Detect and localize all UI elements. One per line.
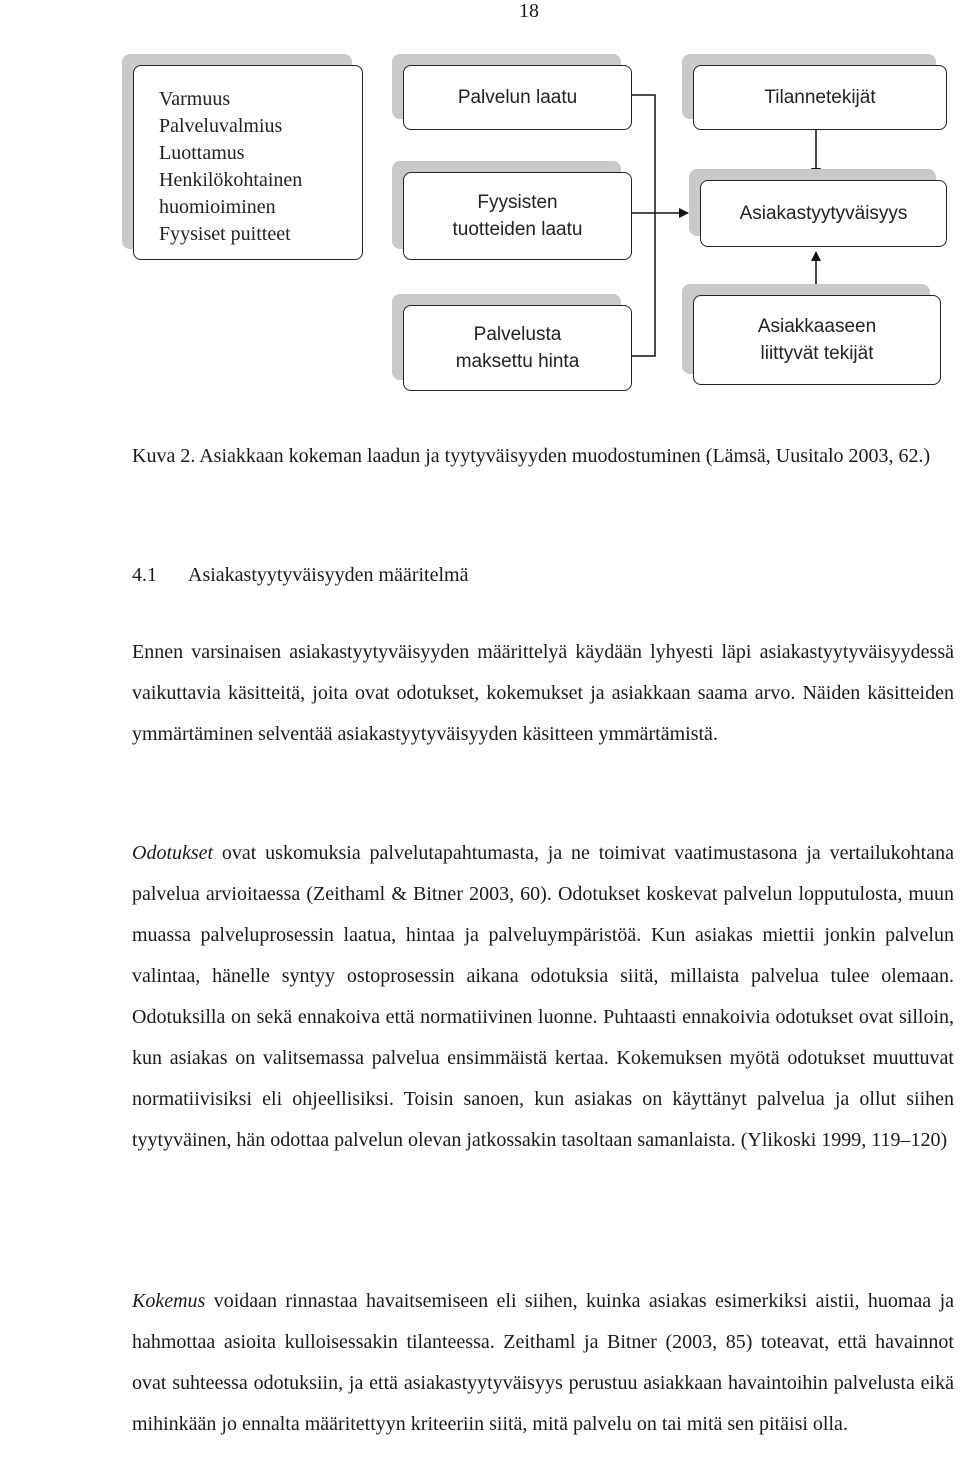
section-number: 4.1 — [132, 564, 157, 586]
customer-satisfaction-box — [700, 180, 947, 247]
physical-products-line-1: Fyysisten — [477, 192, 558, 213]
satisfaction-diagram — [0, 0, 960, 400]
paragraph-experience — [132, 1281, 954, 1445]
dimension-3: Luottamus — [159, 142, 245, 164]
connector-quality — [632, 95, 655, 213]
quality-dimensions-box — [133, 65, 363, 260]
dimension-4: Henkilökohtainen — [159, 169, 303, 191]
expectations-text: ovat uskomuksia palvelutapahtumasta, ja ne toimivat vaatimustasona ja vertailukohtana palvelua arvioitaessa (Zeithaml & Bitner 2003, 60). Odotukset koskevat palvelun lopputulosta, muun muassa palveluprosessin laatua, hintaa ja palveluympäristöä. Kun asiakas miettii jonkin palvelun valintaa, hänelle syntyy ostoprosessin aikana odotuksia siitä, millaista palvelua tulee olemaan. Odotuksilla on sekä ennakoiva että normatiivinen luonne. Puhtaasti ennakoivia odotukset ovat silloin, kun asiakas on valitsemassa palvelua ensimmäistä kertaa. Kokemuksen myötä odotukset muuttuvat normatiivisiksi eli ohjeellisiksi. Toisin sanoen, kun asiakas on käyttänyt palvelua ja ollut siihen tyytyväinen, hän odottaa palvelun olevan jatkossakin tasoltaan samanlaista. (Ylikoski 1999, 119–120) — [132, 842, 954, 1151]
dimension-5: huomioiminen — [159, 196, 276, 218]
section-title: Asiakastyytyväisyyden määritelmä — [188, 564, 469, 586]
price-box — [403, 305, 632, 391]
customer-factors-line-2: liittyvät tekijät — [760, 343, 874, 364]
physical-products-box — [403, 172, 632, 260]
section-heading — [132, 560, 952, 590]
dimension-6: Fyysiset puitteet — [159, 223, 291, 245]
customer-factors-line-1: Asiakkaaseen — [757, 316, 877, 337]
price-line-1: Palvelusta — [473, 324, 562, 345]
situational-factors-box — [693, 65, 947, 130]
service-quality-box — [403, 65, 632, 130]
paragraph-intro: Ennen varsinaisen asiakastyytyväisyyden määrittelyä käydään lyhyesti läpi asiakastyytyväisyydessä vaikuttavia käsitteitä, joita ovat odotukset, kokemukset ja asiakkaan saama arvo. Näiden käsitteiden ymmärtäminen selventää asiakastyytyväisyyden käsitteen ymmärtämistä. — [132, 641, 954, 745]
term-expectations: Odotukset — [132, 842, 214, 864]
page-number: 18 — [519, 0, 539, 22]
service-quality-label: Palvelun laatu — [457, 87, 578, 108]
customer-satisfaction-label: Asiakastyytyväisyys — [739, 203, 908, 224]
figure-caption: Kuva 2. Asiakkaan kokeman laadun ja tyytyväisyyden muodostuminen (Lämsä, Uusitalo 2003, 62.) — [132, 445, 931, 467]
customer-factors-box — [693, 295, 941, 385]
situational-factors-label: Tilannetekijät — [764, 87, 876, 108]
dimension-2: Palveluvalmius — [159, 115, 283, 137]
paragraph-expectations — [132, 833, 954, 1161]
price-line-2: maksettu hinta — [455, 351, 580, 372]
physical-products-line-2: tuotteiden laatu — [452, 219, 583, 240]
dimension-1: Varmuus — [159, 88, 231, 110]
term-experience: Kokemus — [132, 1290, 206, 1312]
experience-text: voidaan rinnastaa havaitsemiseen eli siihen, kuinka asiakas esimerkiksi aistii, huomaa ja hahmottaa asioita kulloisessakin tilanteessa. Zeithaml ja Bitner (2003, 85) toteavat, että havainnot ovat suhteessa odotuksiin, ja että asiakastyytyväisyys perustuu asiakkaan havaintoihin palvelusta eikä mihinkään jo ennalta määritettyyn kriteeriin siitä, mitä palvelu on tai mitä sen pitäisi olla. — [132, 1290, 954, 1435]
connector-price — [632, 213, 655, 356]
